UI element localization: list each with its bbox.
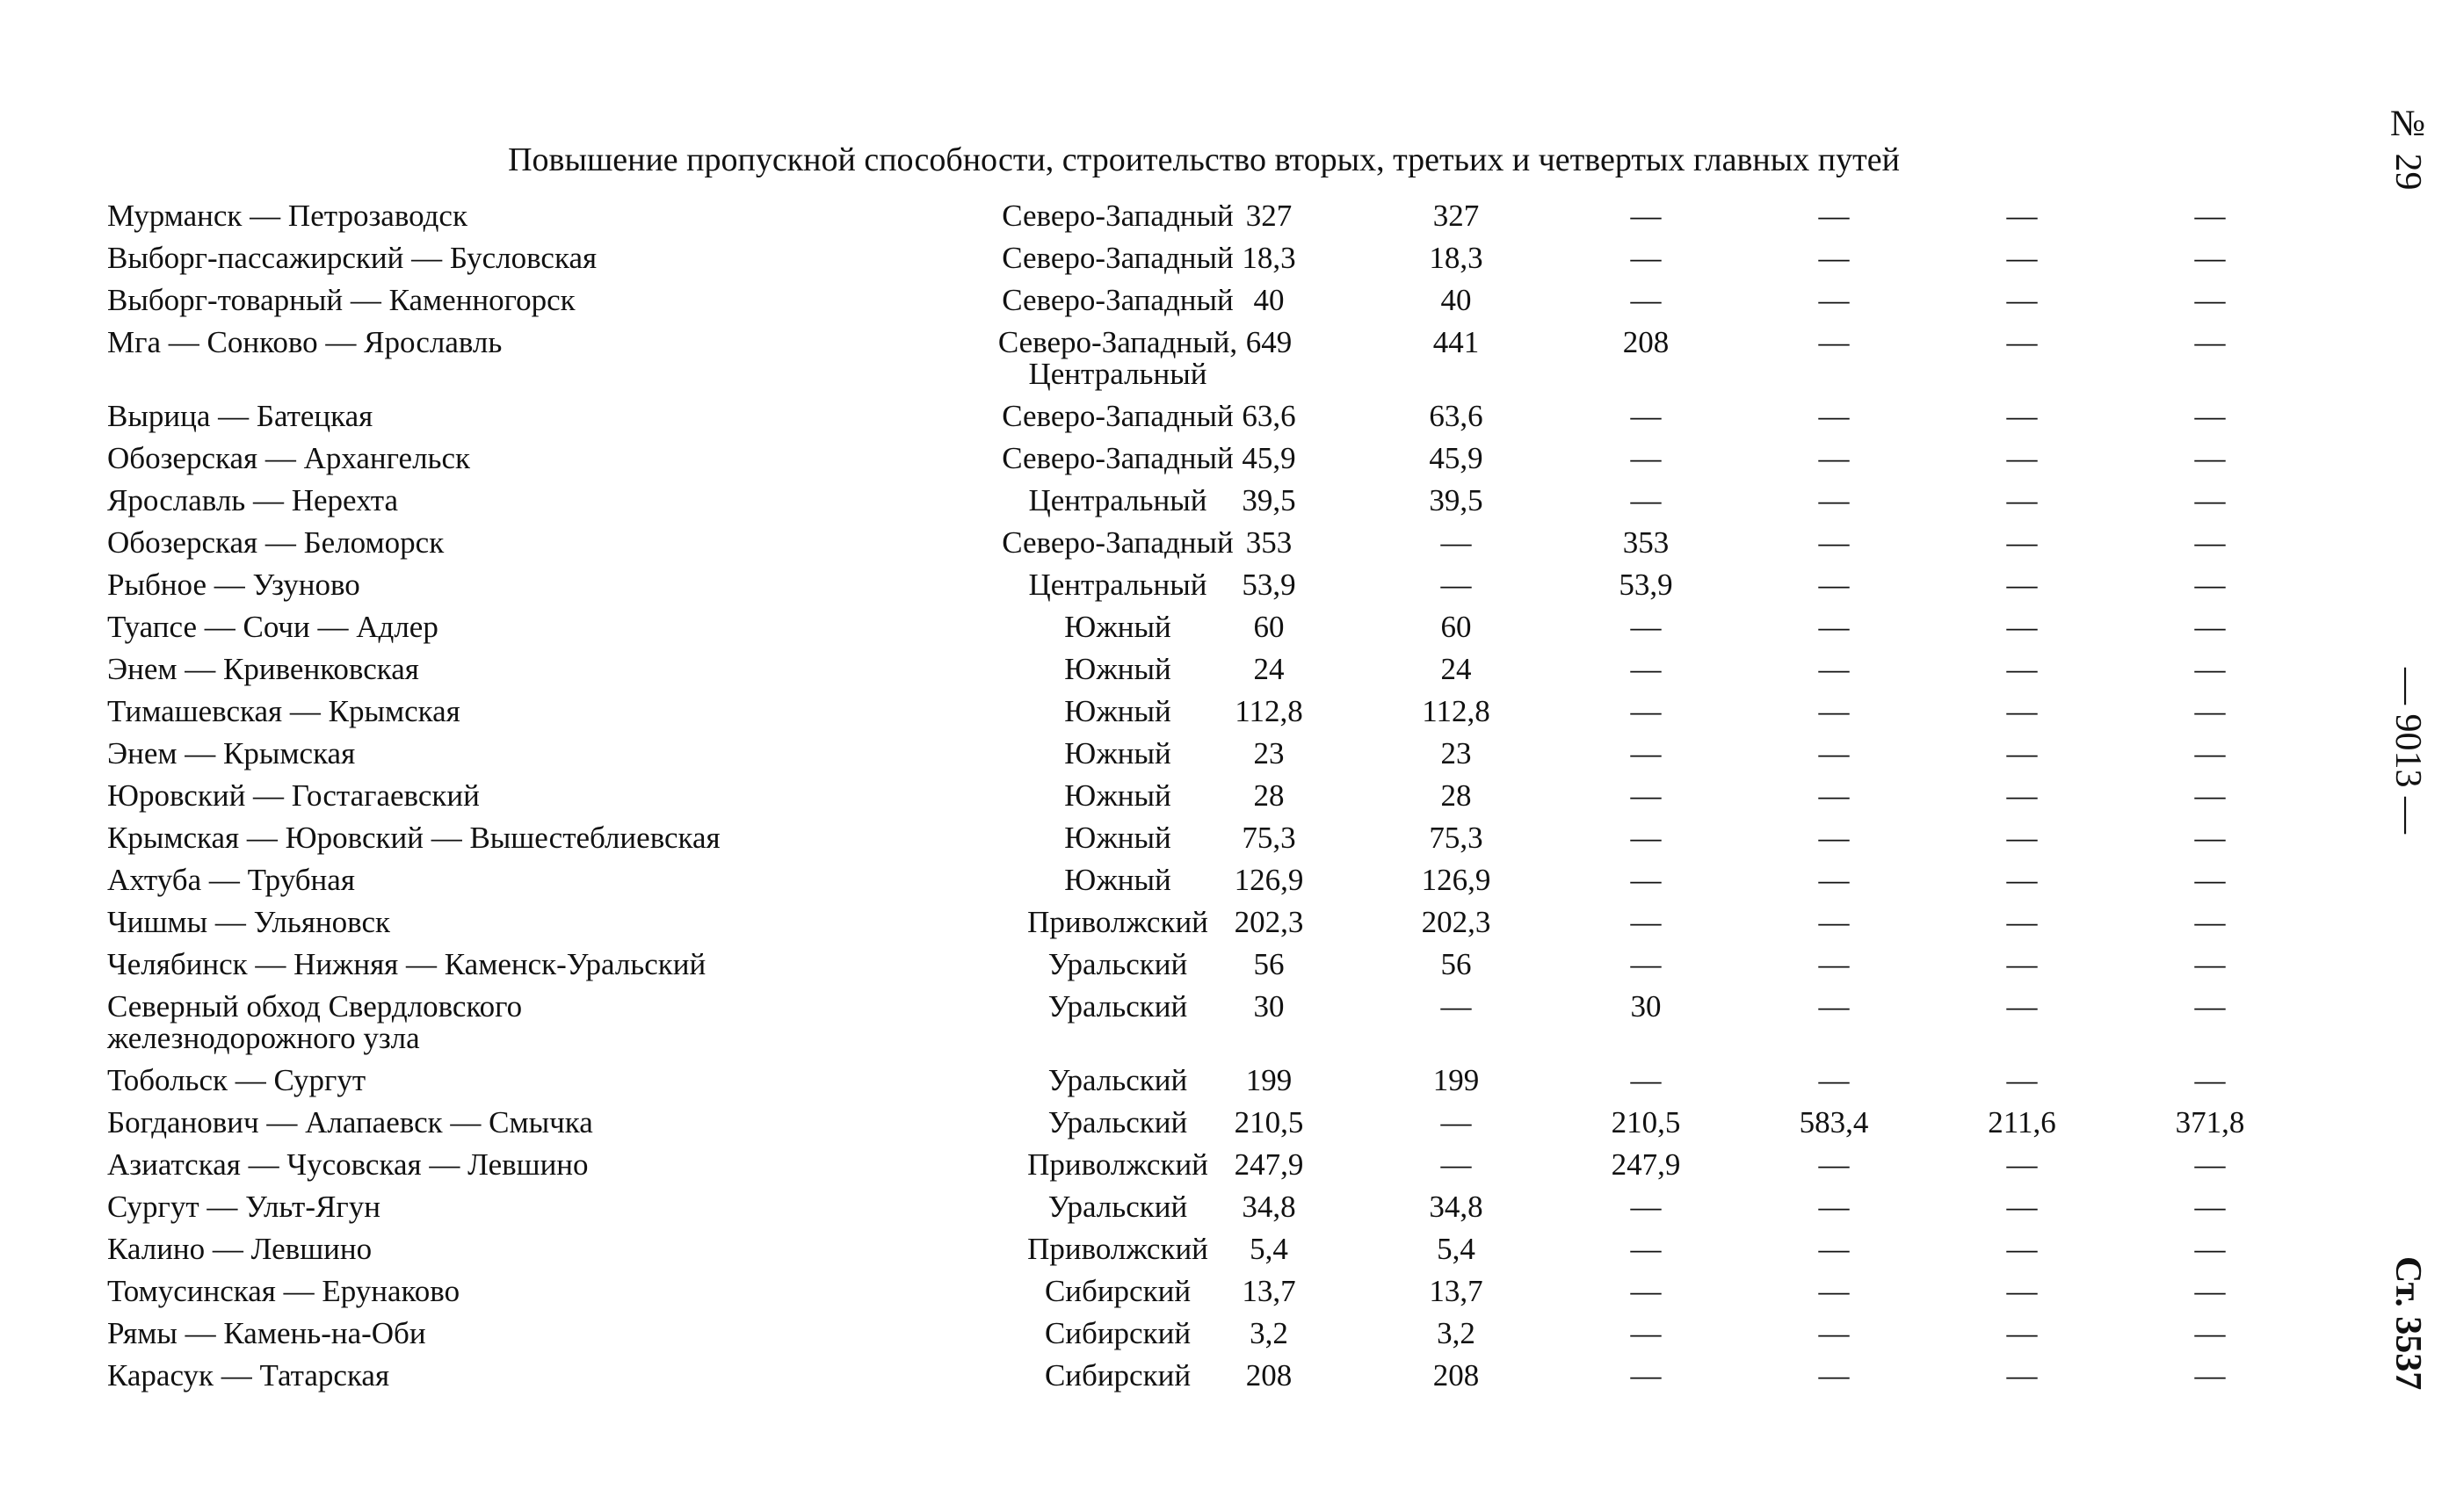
total-length-cell: 60 <box>1253 610 1285 644</box>
value-cell-4: — <box>1818 694 1850 728</box>
value-cell-2: 126,9 <box>1421 863 1491 897</box>
district-cell: Сибирский <box>1044 1274 1192 1308</box>
value-cell-6: — <box>2194 989 2226 1024</box>
value-cell-6: — <box>2194 1274 2226 1308</box>
route-cell: Мурманск — Петрозаводск <box>107 199 467 233</box>
value-cell-4: — <box>1818 241 1850 275</box>
value-cell-3: — <box>1630 1358 1662 1393</box>
value-cell-2: — <box>1440 1147 1472 1182</box>
value-cell-3: — <box>1630 283 1662 317</box>
value-cell-2: 39,5 <box>1429 483 1483 517</box>
value-cell-2: 202,3 <box>1421 905 1491 939</box>
value-cell-3: — <box>1630 1190 1662 1224</box>
value-cell-6: — <box>2194 947 2226 981</box>
route-cell: Вырица — Батецкая <box>107 399 373 433</box>
value-cell-6: — <box>2194 1232 2226 1266</box>
value-cell-2: 112,8 <box>1422 694 1490 728</box>
route-cell: Чишмы — Ульяновск <box>107 905 391 939</box>
value-cell-2: 24 <box>1440 652 1472 686</box>
route-cell: Рыбное — Узуново <box>107 568 360 602</box>
total-length-cell: 63,6 <box>1242 399 1296 433</box>
value-cell-4: — <box>1818 821 1850 855</box>
value-cell-6: — <box>2194 1190 2226 1224</box>
value-cell-3: — <box>1630 821 1662 855</box>
value-cell-6: — <box>2194 1063 2226 1097</box>
route-cell: Энем — Крымская <box>107 736 356 770</box>
value-cell-5: — <box>2006 483 2038 517</box>
value-cell-5: — <box>2006 399 2038 433</box>
total-length-cell: 3,2 <box>1250 1316 1288 1350</box>
value-cell-6: — <box>2194 821 2226 855</box>
route-cell: Энем — Кривенковская <box>107 652 419 686</box>
district-cell: Сибирский <box>1044 1358 1192 1393</box>
value-cell-2: 63,6 <box>1429 399 1483 433</box>
value-cell-3: — <box>1630 947 1662 981</box>
route-cell: Тимашевская — Крымская <box>107 694 460 728</box>
district-cell: Уральский <box>1047 947 1188 981</box>
total-length-cell: 45,9 <box>1242 441 1296 475</box>
value-cell-3: — <box>1630 483 1662 517</box>
total-length-cell: 247,9 <box>1234 1147 1304 1182</box>
value-cell-3: — <box>1630 441 1662 475</box>
value-cell-2: 40 <box>1440 283 1472 317</box>
value-cell-5: 211,6 <box>1988 1105 2056 1139</box>
table-row <box>107 654 2278 696</box>
value-cell-4: — <box>1818 568 1850 602</box>
value-cell-6: — <box>2194 1358 2226 1393</box>
table-row <box>107 1065 2278 1107</box>
value-cell-5: — <box>2006 652 2038 686</box>
value-cell-5: — <box>2006 1358 2038 1393</box>
value-cell-6: — <box>2194 905 2226 939</box>
table-row <box>107 1318 2278 1360</box>
table-row <box>107 780 2278 822</box>
value-cell-2: — <box>1440 525 1472 560</box>
value-cell-2: — <box>1440 568 1472 602</box>
value-cell-6: — <box>2194 1147 2226 1182</box>
total-length-cell: 210,5 <box>1234 1105 1304 1139</box>
value-cell-6: — <box>2194 399 2226 433</box>
routes-table <box>107 200 2278 1402</box>
route-cell: Обозерская — Архангельск <box>107 441 471 475</box>
district-cell: Южный <box>1064 694 1171 728</box>
value-cell-6: — <box>2194 325 2226 359</box>
value-cell-2: 441 <box>1432 325 1480 359</box>
value-cell-3: — <box>1630 241 1662 275</box>
total-length-cell: 202,3 <box>1234 905 1304 939</box>
table-row <box>107 1276 2278 1318</box>
table-row <box>107 200 2278 242</box>
table-row <box>107 949 2278 991</box>
value-cell-3: — <box>1630 652 1662 686</box>
total-length-cell: 126,9 <box>1234 863 1304 897</box>
value-cell-5: — <box>2006 241 2038 275</box>
value-cell-5: — <box>2006 905 2038 939</box>
table-row <box>107 738 2278 780</box>
route-cell: Карасук — Татарская <box>107 1358 390 1393</box>
value-cell-6: — <box>2194 863 2226 897</box>
value-cell-5: — <box>2006 325 2038 359</box>
total-length-cell: 56 <box>1253 947 1285 981</box>
value-cell-5: — <box>2006 199 2038 233</box>
value-cell-6: — <box>2194 778 2226 813</box>
value-cell-3: — <box>1630 778 1662 813</box>
total-length-cell: 353 <box>1245 525 1293 560</box>
value-cell-6: — <box>2194 483 2226 517</box>
value-cell-5: — <box>2006 1316 2038 1350</box>
value-cell-3: — <box>1630 1316 1662 1350</box>
table-row <box>107 285 2278 327</box>
district-cell: Южный <box>1064 736 1171 770</box>
value-cell-3: — <box>1630 736 1662 770</box>
district-cell: Южный <box>1064 863 1171 897</box>
table-row <box>107 1149 2278 1191</box>
district-cell: Южный <box>1064 821 1171 855</box>
value-cell-2: 13,7 <box>1429 1274 1483 1308</box>
total-length-cell: 28 <box>1253 778 1285 813</box>
value-cell-3: — <box>1630 1232 1662 1266</box>
value-cell-3: 208 <box>1622 325 1670 359</box>
district-cell: Приволжский <box>1027 1232 1208 1266</box>
value-cell-5: — <box>2006 989 2038 1024</box>
value-cell-2: 75,3 <box>1429 821 1483 855</box>
district-cell: Северо-Западный <box>1002 525 1234 560</box>
route-cell: Тобольск — Сургут <box>107 1063 366 1097</box>
value-cell-4: — <box>1818 325 1850 359</box>
total-length-cell: 34,8 <box>1242 1190 1296 1224</box>
value-cell-2: 5,4 <box>1437 1232 1475 1266</box>
value-cell-4: — <box>1818 989 1850 1024</box>
district-cell: Уральский <box>1047 989 1188 1024</box>
route-cell: Крымская — Юровский — Вышестеблиевская <box>107 821 721 855</box>
value-cell-4: — <box>1818 1316 1850 1350</box>
value-cell-2: 23 <box>1440 736 1472 770</box>
value-cell-4: — <box>1818 863 1850 897</box>
value-cell-4: — <box>1818 1274 1850 1308</box>
value-cell-4: — <box>1818 399 1850 433</box>
value-cell-6: — <box>2194 652 2226 686</box>
value-cell-5: — <box>2006 1190 2038 1224</box>
table-row <box>107 907 2278 949</box>
value-cell-2: 3,2 <box>1437 1316 1475 1350</box>
route-cell: Томусинская — Ерунаково <box>107 1274 460 1308</box>
value-cell-6: — <box>2194 694 2226 728</box>
district-cell: Приволжский <box>1027 1147 1208 1182</box>
route-cell: Мга — Сонково — Ярославль <box>107 325 503 359</box>
table-row <box>107 611 2278 654</box>
value-cell-4: — <box>1818 736 1850 770</box>
value-cell-3: — <box>1630 610 1662 644</box>
total-length-cell: 75,3 <box>1242 821 1296 855</box>
value-cell-6: — <box>2194 1316 2226 1350</box>
value-cell-4: 583,4 <box>1799 1105 1869 1139</box>
value-cell-6: — <box>2194 199 2226 233</box>
issue-number: № 29 <box>2387 104 2428 191</box>
value-cell-4: — <box>1818 1232 1850 1266</box>
district-cell: Сибирский <box>1044 1316 1192 1350</box>
route-cell: Челябинск — Нижняя — Каменск-Уральский <box>107 947 706 981</box>
value-cell-5: — <box>2006 1063 2038 1097</box>
value-cell-2: 18,3 <box>1429 241 1483 275</box>
value-cell-3: — <box>1630 694 1662 728</box>
district-cell: Северо-Западный <box>1002 241 1234 275</box>
value-cell-6: — <box>2194 568 2226 602</box>
route-cell: Выборг-пассажирский — Бусловская <box>107 241 598 275</box>
table-row <box>107 1191 2278 1233</box>
value-cell-5: — <box>2006 610 2038 644</box>
route-cell: Ярославль — Нерехта <box>107 483 399 517</box>
route-cell: Азиатская — Чусовская — Левшино <box>107 1147 589 1182</box>
value-cell-4: — <box>1818 525 1850 560</box>
value-cell-3: — <box>1630 863 1662 897</box>
table-row <box>107 991 2278 1065</box>
value-cell-5: — <box>2006 568 2038 602</box>
value-cell-2: 45,9 <box>1429 441 1483 475</box>
route-cell: Ахтуба — Трубная <box>107 863 355 897</box>
value-cell-4: — <box>1818 905 1850 939</box>
value-cell-3: 247,9 <box>1611 1147 1681 1182</box>
route-cell: Туапсе — Сочи — Адлер <box>107 610 438 644</box>
route-cell: Калино — Левшино <box>107 1232 373 1266</box>
total-length-cell: 24 <box>1253 652 1285 686</box>
district-cell: Центральный <box>1028 483 1207 517</box>
total-length-cell: 18,3 <box>1242 241 1296 275</box>
district-cell: Северо-Западный, Центральный <box>997 325 1238 391</box>
value-cell-5: — <box>2006 1232 2038 1266</box>
table-row <box>107 822 2278 865</box>
value-cell-5: — <box>2006 525 2038 560</box>
value-cell-5: — <box>2006 821 2038 855</box>
table-row <box>107 1107 2278 1149</box>
article-number: Ст. 3537 <box>2387 1256 2428 1391</box>
table-row <box>107 485 2278 527</box>
value-cell-4: — <box>1818 441 1850 475</box>
value-cell-4: — <box>1818 610 1850 644</box>
table-row <box>107 242 2278 285</box>
district-cell: Южный <box>1064 652 1171 686</box>
value-cell-5: — <box>2006 283 2038 317</box>
value-cell-5: — <box>2006 947 2038 981</box>
route-cell: Северный обход Свердловского железнодорожного узла <box>107 989 523 1055</box>
value-cell-5: — <box>2006 863 2038 897</box>
section-heading: Повышение пропускной способности, строительство вторых, третьих и четвертых главных путей <box>508 141 1900 178</box>
value-cell-4: — <box>1818 1147 1850 1182</box>
value-cell-3: 210,5 <box>1611 1105 1681 1139</box>
total-length-cell: 13,7 <box>1242 1274 1296 1308</box>
value-cell-3: 53,9 <box>1619 568 1673 602</box>
value-cell-3: 353 <box>1622 525 1670 560</box>
value-cell-6: — <box>2194 283 2226 317</box>
district-cell: Уральский <box>1047 1105 1188 1139</box>
value-cell-2: 60 <box>1440 610 1472 644</box>
table-row <box>107 865 2278 907</box>
value-cell-6: — <box>2194 241 2226 275</box>
value-cell-2: — <box>1440 989 1472 1024</box>
value-cell-5: — <box>2006 1147 2038 1182</box>
value-cell-3: — <box>1630 905 1662 939</box>
value-cell-4: — <box>1818 1358 1850 1393</box>
value-cell-4: — <box>1818 483 1850 517</box>
route-cell: Рямы — Камень-на-Оби <box>107 1316 426 1350</box>
value-cell-2: 34,8 <box>1429 1190 1483 1224</box>
district-cell: Северо-Западный <box>1002 199 1234 233</box>
value-cell-4: — <box>1818 652 1850 686</box>
total-length-cell: 23 <box>1253 736 1285 770</box>
total-length-cell: 112,8 <box>1235 694 1303 728</box>
value-cell-4: — <box>1818 947 1850 981</box>
value-cell-2: 199 <box>1432 1063 1480 1097</box>
value-cell-2: 327 <box>1432 199 1480 233</box>
value-cell-3: — <box>1630 1274 1662 1308</box>
district-cell: Северо-Западный <box>1002 399 1234 433</box>
value-cell-5: — <box>2006 1274 2038 1308</box>
page-number: — 9013 — <box>2387 668 2428 834</box>
value-cell-4: — <box>1818 199 1850 233</box>
district-cell: Приволжский <box>1027 905 1208 939</box>
district-cell: Уральский <box>1047 1063 1188 1097</box>
route-cell: Богданович — Алапаевск — Смычка <box>107 1105 593 1139</box>
value-cell-2: — <box>1440 1105 1472 1139</box>
total-length-cell: 199 <box>1245 1063 1293 1097</box>
district-cell: Центральный <box>1028 568 1207 602</box>
table-row <box>107 527 2278 569</box>
district-cell: Северо-Западный <box>1002 441 1234 475</box>
total-length-cell: 39,5 <box>1242 483 1296 517</box>
district-cell: Северо-Западный <box>1002 283 1234 317</box>
total-length-cell: 40 <box>1253 283 1285 317</box>
total-length-cell: 53,9 <box>1242 568 1296 602</box>
value-cell-5: — <box>2006 736 2038 770</box>
total-length-cell: 5,4 <box>1250 1232 1288 1266</box>
district-cell: Южный <box>1064 610 1171 644</box>
total-length-cell: 327 <box>1245 199 1293 233</box>
value-cell-6: — <box>2194 610 2226 644</box>
table-row <box>107 569 2278 611</box>
table-row <box>107 443 2278 485</box>
district-cell: Уральский <box>1047 1190 1188 1224</box>
route-cell: Выборг-товарный — Каменногорск <box>107 283 576 317</box>
table-row <box>107 696 2278 738</box>
table-row <box>107 1360 2278 1402</box>
value-cell-4: — <box>1818 1063 1850 1097</box>
value-cell-2: 56 <box>1440 947 1472 981</box>
district-cell: Южный <box>1064 778 1171 813</box>
value-cell-3: — <box>1630 1063 1662 1097</box>
value-cell-5: — <box>2006 694 2038 728</box>
value-cell-3: — <box>1630 399 1662 433</box>
total-length-cell: 208 <box>1245 1358 1293 1393</box>
table-row <box>107 401 2278 443</box>
value-cell-2: 28 <box>1440 778 1472 813</box>
value-cell-4: — <box>1818 1190 1850 1224</box>
total-length-cell: 649 <box>1245 325 1293 359</box>
total-length-cell: 30 <box>1253 989 1285 1024</box>
value-cell-3: 30 <box>1630 989 1662 1024</box>
value-cell-5: — <box>2006 778 2038 813</box>
value-cell-6: — <box>2194 736 2226 770</box>
value-cell-6: — <box>2194 441 2226 475</box>
table-row <box>107 1233 2278 1276</box>
value-cell-4: — <box>1818 778 1850 813</box>
route-cell: Обозерская — Беломорск <box>107 525 445 560</box>
value-cell-6: 371,8 <box>2175 1105 2245 1139</box>
route-cell: Сургут — Ульт-Ягун <box>107 1190 380 1224</box>
route-cell: Юровский — Гостагаевский <box>107 778 480 813</box>
value-cell-2: 208 <box>1432 1358 1480 1393</box>
value-cell-3: — <box>1630 199 1662 233</box>
table-row <box>107 327 2278 401</box>
value-cell-6: — <box>2194 525 2226 560</box>
value-cell-4: — <box>1818 283 1850 317</box>
value-cell-5: — <box>2006 441 2038 475</box>
